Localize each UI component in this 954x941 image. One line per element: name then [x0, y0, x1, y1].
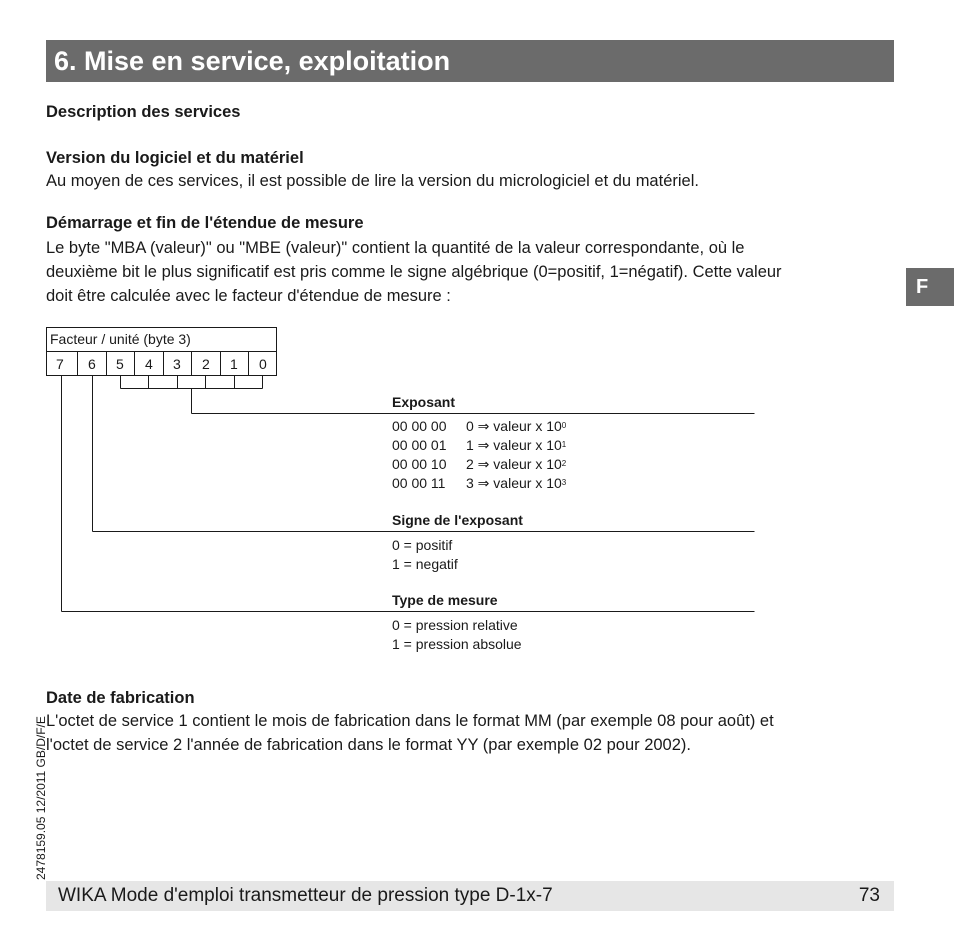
type-value-0: 0 = pression relative: [392, 617, 518, 633]
exposant-table: [392, 417, 566, 493]
version-text: Au moyen de ces services, il est possible de lire la version du micrologiciel et du matériel.: [46, 172, 699, 190]
exposant-row: 00 00 10 2 ⇒ valeur x $10^2$: [392, 456, 567, 472]
range-text-line-3: doit être calculée avec le facteur d'étendue de mesure :: [46, 287, 451, 305]
page-number: 73: [858, 885, 880, 906]
document-code: 2478159.05 12/2011 GB/D/F/E: [34, 716, 48, 880]
date-text-line-1: L'octet de service 1 contient le mois de fabrication dans le format MM (par exemple 08 pour août) et: [46, 712, 774, 730]
bit-4: 4: [145, 356, 153, 372]
exposant-row: 00 00 01 1 ⇒ valeur x $10^1$: [392, 437, 567, 453]
exposant-heading: Exposant: [392, 394, 456, 410]
page-title: 6. Mise en service, exploitation: [46, 40, 894, 82]
date-text-line-2: l'octet de service 2 l'année de fabrication dans le format YY (par exemple 02 pour 2002).: [46, 736, 691, 754]
bit-7: 7: [56, 356, 64, 372]
byte-table-title: Facteur / unité (byte 3): [50, 331, 191, 347]
exposant-row: 00 00 00 0 ⇒ valeur x $10^0$: [392, 418, 567, 434]
bit-0: 0: [259, 356, 267, 372]
bit-5: 5: [116, 356, 124, 372]
services-heading: Description des services: [46, 103, 241, 121]
language-tab: F: [906, 268, 954, 306]
version-heading: Version du logiciel et du matériel: [46, 149, 304, 167]
bit-3: 3: [173, 356, 181, 372]
range-heading: Démarrage et fin de l'étendue de mesure: [46, 214, 364, 232]
bit-1: 1: [230, 356, 238, 372]
type-heading: Type de mesure: [392, 592, 498, 608]
bit-2: 2: [202, 356, 210, 372]
footer: [46, 881, 894, 911]
range-text-line-1: Le byte "MBA (valeur)" ou "MBE (valeur)" contient la quantité de la valeur correspondante, où le: [46, 239, 745, 257]
bit-6: 6: [88, 356, 96, 372]
signe-heading: Signe de l'exposant: [392, 512, 523, 528]
signe-value-1: 1 = negatif: [392, 556, 458, 572]
signe-value-0: 0 = positif: [392, 537, 453, 553]
footer-text: WIKA Mode d'emploi transmetteur de pression type D-1x-7: [58, 885, 553, 906]
date-heading: Date de fabrication: [46, 689, 195, 707]
type-value-1: 1 = pression absolue: [392, 636, 522, 652]
exposant-row: 00 00 11 3 ⇒ valeur x $10^3$: [392, 475, 567, 491]
range-text-line-2: deuxième bit le plus significatif est pris comme le signe algébrique (0=positif, 1=négatif). Cette valeur: [46, 263, 782, 281]
